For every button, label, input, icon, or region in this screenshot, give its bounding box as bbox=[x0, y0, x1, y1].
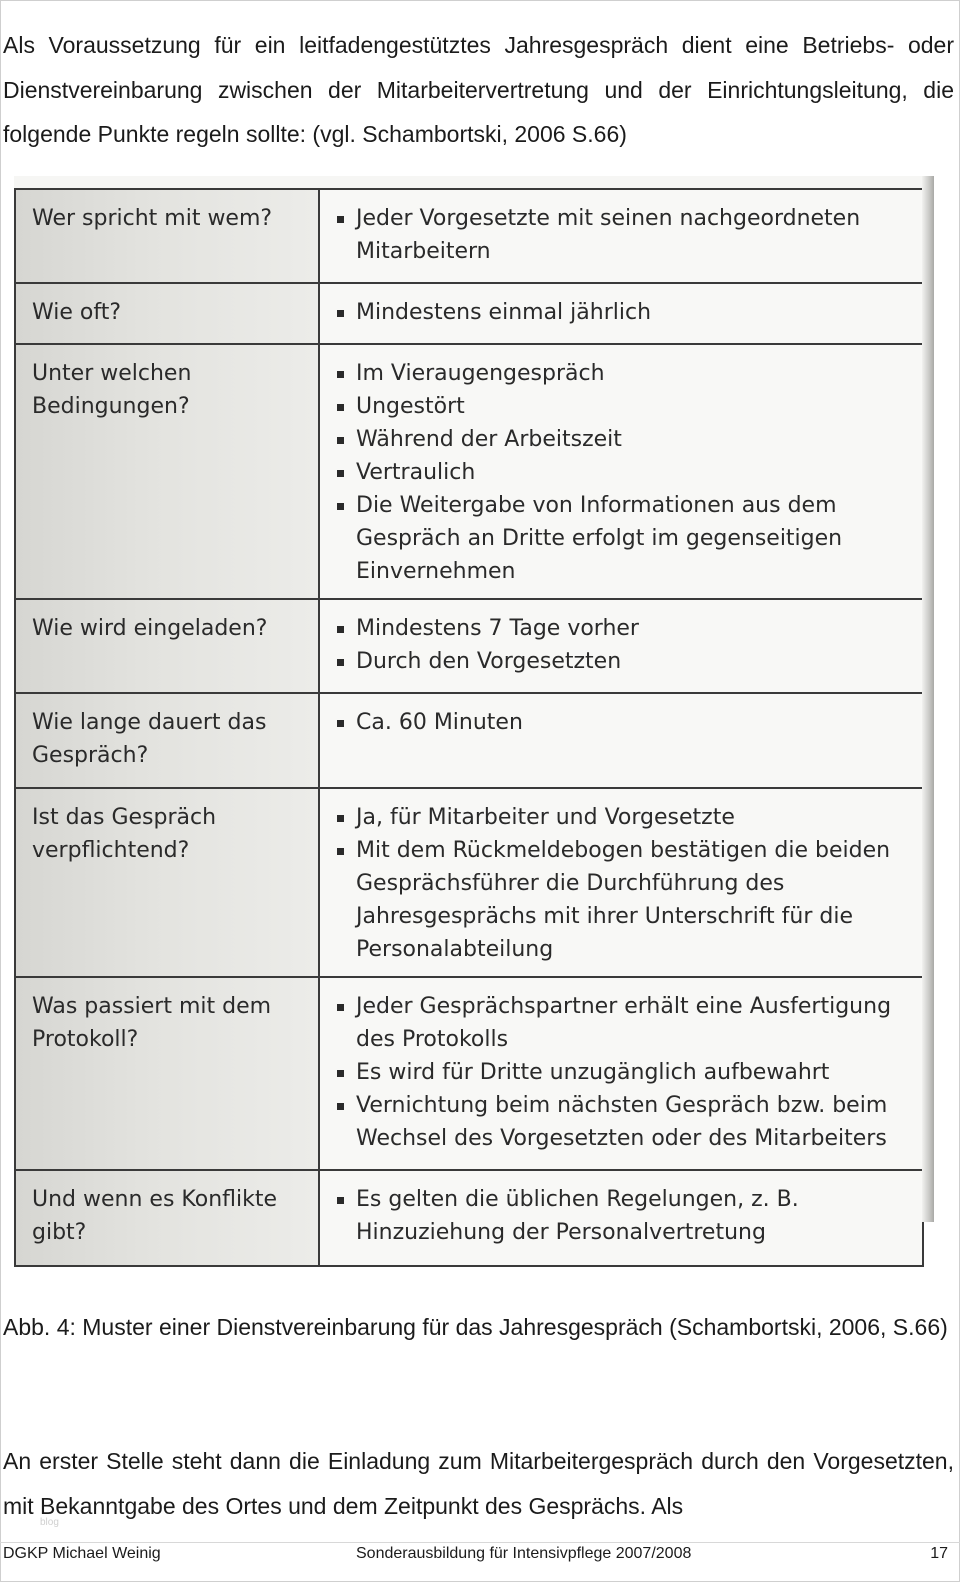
question-cell: Unter welchen Bedingungen? bbox=[15, 344, 319, 599]
page-number: 17 bbox=[930, 1545, 948, 1562]
scan-edge-shadow bbox=[922, 176, 934, 1222]
answer-item: Es wird für Dritte unzugänglich aufbewahrt bbox=[336, 1056, 908, 1089]
answer-item: Mit dem Rückmeldebogen bestätigen die beiden Gesprächsführer die Durchführung des Jahresgesprächs mit ihrer Unterschrift für die Personalabteilung bbox=[336, 834, 908, 966]
answer-cell bbox=[319, 788, 923, 977]
question-cell: Was passiert mit dem Protokoll? bbox=[15, 977, 319, 1170]
footer-author: DGKP Michael Weinig bbox=[3, 1545, 161, 1562]
table-row bbox=[15, 977, 923, 1170]
table-row bbox=[15, 344, 923, 599]
question-cell: Wie oft? bbox=[15, 283, 319, 344]
table-row bbox=[15, 1170, 923, 1266]
answer-item: Ja, für Mitarbeiter und Vorgesetzte bbox=[336, 801, 908, 834]
table-row bbox=[15, 693, 923, 788]
question-cell: Ist das Gespräch verpflichtend? bbox=[15, 788, 319, 977]
answer-cell bbox=[319, 344, 923, 599]
table-row bbox=[15, 189, 923, 283]
table-row bbox=[15, 283, 923, 344]
answer-item: Ungestört bbox=[336, 390, 908, 423]
answer-item: Während der Arbeitszeit bbox=[336, 423, 908, 456]
page-footer bbox=[0, 1545, 960, 1567]
scanned-figure bbox=[14, 176, 934, 1245]
answer-cell bbox=[319, 1170, 923, 1266]
answer-item: Vertraulich bbox=[336, 456, 908, 489]
answer-cell bbox=[319, 693, 923, 788]
figure-caption: Abb. 4: Muster einer Dienstvereinbarung für das Jahresgespräch (Schambortski, 2006, S.66) bbox=[3, 1314, 948, 1340]
body-paragraph: An erster Stelle steht dann die Einladung zum Mitarbeitergespräch durch den Vorgesetzten, mit Bekanntgabe des Ortes und dem Zeitpunkt des Gesprächs. Als bbox=[3, 1448, 954, 1519]
question-cell: Wie wird eingeladen? bbox=[15, 599, 319, 693]
intro-paragraph: Als Voraussetzung für ein leitfadengestütztes Jahresgespräch dient eine Betriebs- oder Dienstvereinbarung zwischen der Mitarbeitervertretung und der Einrichtungsleitung, die folgende Punkte regeln sollte: (vgl. Schambortski, 2006 S.66) bbox=[3, 32, 954, 147]
answer-cell bbox=[319, 189, 923, 283]
answer-item: Jeder Vorgesetzte mit seinen nachgeordneten Mitarbeitern bbox=[336, 202, 908, 268]
answer-item: Ca. 60 Minuten bbox=[336, 706, 908, 739]
answer-item: Durch den Vorgesetzten bbox=[336, 645, 908, 678]
answer-cell bbox=[319, 599, 923, 693]
question-cell: Wer spricht mit wem? bbox=[15, 189, 319, 283]
answer-item: Es gelten die üblichen Regelungen, z. B. Hinzuziehung der Personalvertretung bbox=[336, 1183, 908, 1249]
answer-item: Mindestens einmal jährlich bbox=[336, 296, 908, 329]
agreement-table bbox=[14, 188, 924, 1267]
table-row bbox=[15, 788, 923, 977]
question-cell: Und wenn es Konflikte gibt? bbox=[15, 1170, 319, 1266]
answer-item: Vernichtung beim nächsten Gespräch bzw. beim Wechsel des Vorgesetzten oder des Mitarbeiters bbox=[336, 1089, 908, 1155]
footer-divider bbox=[0, 1542, 960, 1543]
answer-item: Im Vieraugengespräch bbox=[336, 357, 908, 390]
table-row bbox=[15, 599, 923, 693]
question-cell: Wie lange dauert das Gespräch? bbox=[15, 693, 319, 788]
answer-item: Die Weitergabe von Informationen aus dem Gespräch an Dritte erfolgt im gegenseitigen Einvernehmen bbox=[336, 489, 908, 588]
answer-cell bbox=[319, 977, 923, 1170]
answer-item: Jeder Gesprächspartner erhält eine Ausfertigung des Protokolls bbox=[336, 990, 908, 1056]
answer-cell bbox=[319, 283, 923, 344]
footer-course: Sonderausbildung für Intensivpflege 2007/2008 bbox=[356, 1545, 692, 1562]
watermark: blog bbox=[40, 1517, 59, 1528]
answer-item: Mindestens 7 Tage vorher bbox=[336, 612, 908, 645]
